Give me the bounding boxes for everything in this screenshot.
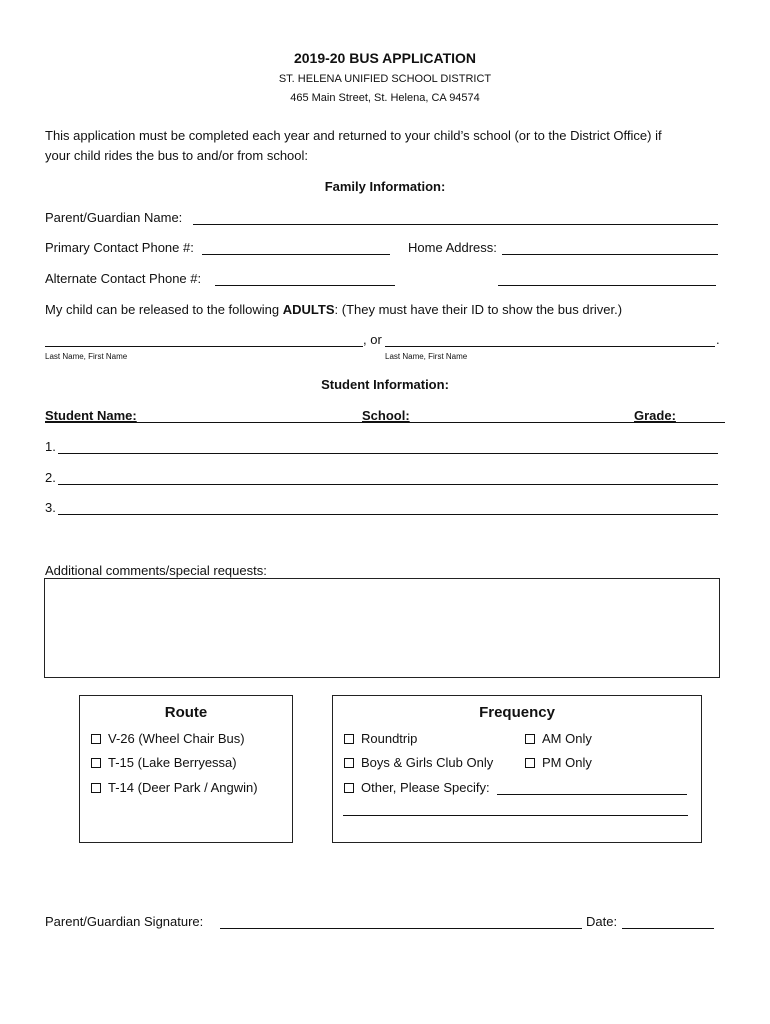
route-option-label: V-26 (Wheel Chair Bus) (108, 731, 245, 746)
checkbox-icon[interactable] (91, 783, 101, 793)
frequency-other[interactable] (344, 780, 490, 795)
student-name-column: Student Name: (45, 408, 137, 423)
intro-line-1: This application must be completed each year and returned to your child’s school (or to the District Office) if (45, 128, 662, 143)
student-row-1-number: 1. (45, 439, 56, 454)
checkbox-icon[interactable] (344, 758, 354, 768)
comments-label: Additional comments/special requests: (45, 563, 267, 578)
adults-prefix: My child can be released to the following (45, 302, 283, 317)
adult-2-field[interactable] (385, 332, 715, 347)
frequency-pm-only[interactable] (525, 755, 592, 770)
route-heading: Route (164, 704, 208, 721)
route-option-label: T-14 (Deer Park / Angwin) (108, 780, 258, 795)
frequency-other-field-line-2[interactable] (343, 801, 688, 816)
frequency-other-label: Other, Please Specify: (361, 780, 490, 795)
checkbox-icon[interactable] (525, 734, 535, 744)
checkbox-icon[interactable] (344, 783, 354, 793)
checkbox-icon[interactable] (91, 734, 101, 744)
period-text: . (716, 332, 720, 347)
primary-phone-label: Primary Contact Phone #: (45, 240, 194, 255)
student-row-3-field[interactable] (58, 500, 718, 515)
frequency-roundtrip[interactable] (344, 731, 417, 746)
frequency-boys-girls-club[interactable] (344, 755, 493, 770)
frequency-other-field[interactable] (497, 780, 687, 795)
signature-field[interactable] (220, 914, 582, 929)
route-option-label: T-15 (Lake Berryessa) (108, 755, 237, 770)
date-label: Date: (586, 914, 618, 929)
parent-name-label: Parent/Guardian Name: (45, 210, 183, 225)
student-row-1-field[interactable] (58, 439, 718, 454)
adult-1-field[interactable] (45, 332, 363, 347)
frequency-heading: Frequency (479, 704, 555, 721)
or-text: , or (363, 332, 382, 347)
frequency-am-label: AM Only (542, 731, 592, 746)
school-column: School: (362, 408, 410, 423)
frequency-pm-label: PM Only (542, 755, 592, 770)
checkbox-icon[interactable] (91, 758, 101, 768)
student-row-2-field[interactable] (58, 470, 718, 485)
route-option-t15[interactable] (91, 755, 237, 770)
adult-1-hint: Last Name, First Name (45, 352, 128, 361)
home-address-line-2-field[interactable] (498, 271, 716, 286)
primary-phone-field[interactable] (202, 240, 390, 255)
district-address: 465 Main Street, St. Helena, CA 94574 (290, 92, 480, 104)
comments-textarea[interactable] (44, 578, 720, 678)
route-option-v26[interactable] (91, 731, 245, 746)
date-field[interactable] (622, 914, 714, 929)
home-address-field[interactable] (502, 240, 718, 255)
student-header-rule (45, 422, 725, 423)
alternate-phone-label: Alternate Contact Phone #: (45, 271, 202, 286)
frequency-am-only[interactable] (525, 731, 592, 746)
student-row-3-number: 3. (45, 500, 56, 515)
frequency-roundtrip-label: Roundtrip (361, 731, 418, 746)
parent-name-field[interactable] (193, 210, 718, 225)
signature-label: Parent/Guardian Signature: (45, 914, 204, 929)
student-row-2-number: 2. (45, 470, 56, 485)
district-name: ST. HELENA UNIFIED SCHOOL DISTRICT (278, 73, 492, 85)
checkbox-icon[interactable] (344, 734, 354, 744)
family-heading: Family Information: (324, 179, 446, 194)
intro-line-2: your child rides the bus to and/or from school: (45, 148, 309, 163)
adult-2-hint: Last Name, First Name (385, 352, 468, 361)
checkbox-icon[interactable] (525, 758, 535, 768)
student-heading: Student Information: (321, 377, 449, 392)
alternate-phone-field[interactable] (215, 271, 395, 286)
grade-column: Grade: (634, 408, 676, 423)
adults-bold: ADULTS (282, 302, 335, 317)
adults-suffix: : (They must have their ID to show the bus driver.) (334, 302, 623, 317)
route-option-t14[interactable] (91, 780, 258, 795)
home-address-label: Home Address: (408, 240, 497, 255)
frequency-boys-girls-label: Boys & Girls Club Only (361, 755, 494, 770)
form-title: 2019-20 BUS APPLICATION (293, 50, 477, 66)
adults-instruction (45, 302, 622, 317)
